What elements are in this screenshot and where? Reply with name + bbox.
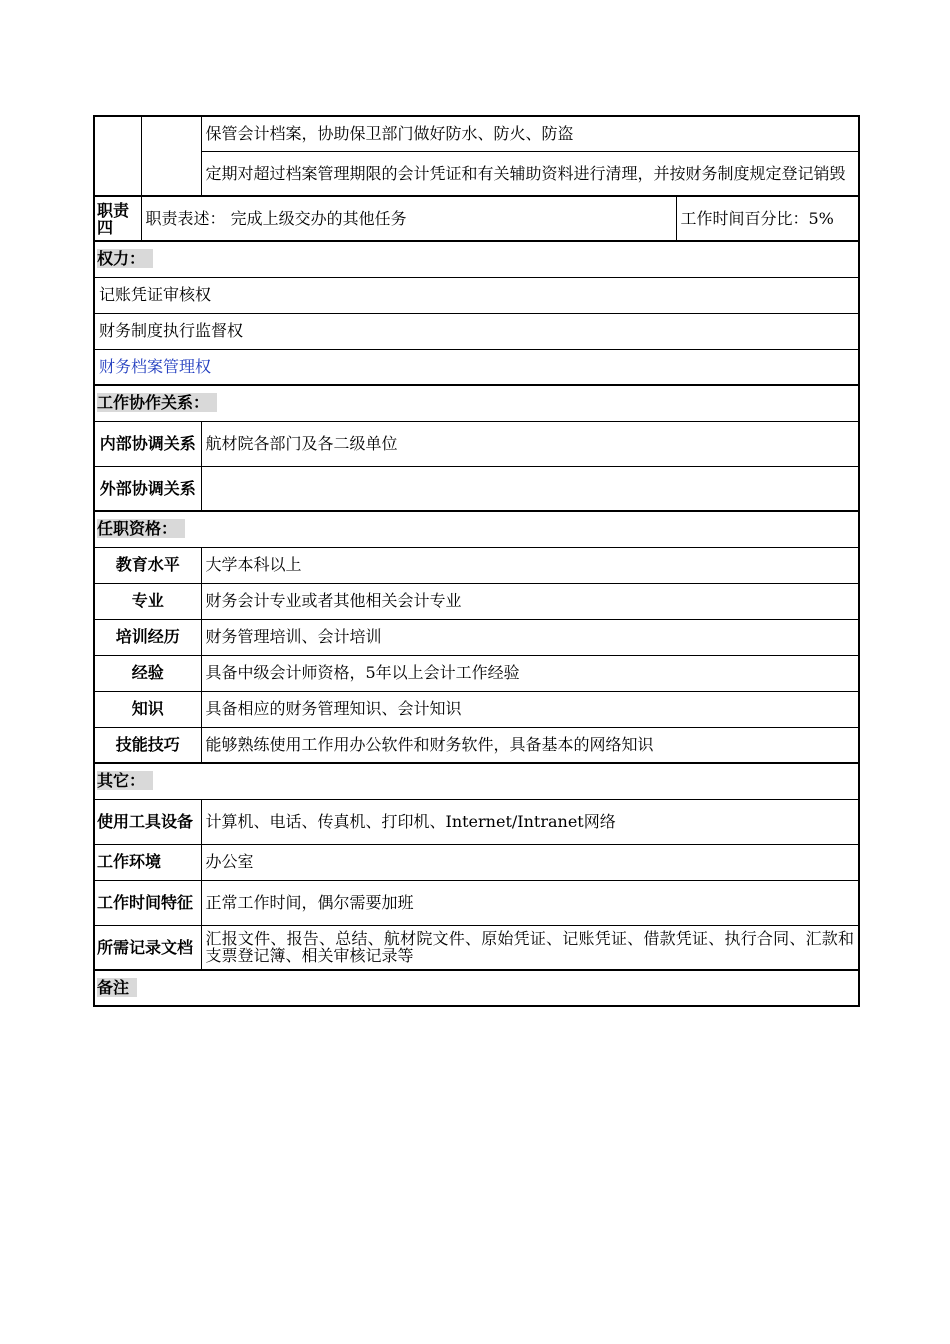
duty-item-row	[94, 151, 859, 196]
qualification-label: 经验	[94, 655, 201, 691]
authority-header-row	[94, 241, 859, 277]
other-row	[94, 880, 859, 925]
cooperation-external-row	[94, 466, 859, 511]
other-value: 汇报文件、报告、总结、航材院文件、原始凭证、记账凭证、借款凭证、执行合同、汇款和支票登记簿、相关审核记录等	[201, 925, 859, 970]
other-label: 使用工具设备	[94, 799, 201, 844]
authority-item: 记账凭证审核权	[94, 277, 859, 313]
duty-item: 定期对超过档案管理期限的会计凭证和有关辅助资料进行清理，并按财务制度规定登记销毁	[201, 151, 859, 196]
other-row	[94, 844, 859, 880]
other-label: 工作环境	[94, 844, 201, 880]
qualification-value: 具备相应的财务管理知识、会计知识	[201, 691, 859, 727]
internal-label: 内部协调关系	[94, 421, 201, 466]
authority-title: 权力：	[97, 249, 153, 268]
qualification-value: 财务会计专业或者其他相关会计专业	[201, 583, 859, 619]
qualification-value: 财务管理培训、会计培训	[201, 619, 859, 655]
remarks-row	[94, 970, 859, 1006]
qualification-label: 知识	[94, 691, 201, 727]
job-description-table	[93, 115, 860, 1007]
qualification-row	[94, 619, 859, 655]
duty4-desc: 职责表述： 完成上级交办的其他任务	[141, 196, 676, 241]
duty4-percent: 工作时间百分比：5%	[676, 196, 859, 241]
blank-cell	[94, 116, 141, 196]
qualification-value: 能够熟练使用工作用办公软件和财务软件，具备基本的网络知识	[201, 727, 859, 763]
qualification-label: 技能技巧	[94, 727, 201, 763]
qualification-label: 专业	[94, 583, 201, 619]
other-value: 计算机、电话、传真机、打印机、Internet/Intranet网络	[201, 799, 859, 844]
internal-value: 航材院各部门及各二级单位	[201, 421, 859, 466]
authority-item: 财务制度执行监督权	[94, 313, 859, 349]
blank-cell	[141, 116, 201, 196]
external-value	[201, 466, 859, 511]
qualification-row	[94, 547, 859, 583]
cooperation-title: 工作协作关系：	[97, 393, 217, 412]
other-label: 所需记录文档	[94, 925, 201, 970]
external-label: 外部协调关系	[94, 466, 201, 511]
qualification-row	[94, 655, 859, 691]
duty-item: 保管会计档案，协助保卫部门做好防水、防火、防盗	[201, 116, 859, 151]
other-row	[94, 925, 859, 970]
other-title: 其它：	[97, 771, 153, 790]
duty-item-row	[94, 116, 859, 151]
authority-row	[94, 313, 859, 349]
qualification-row	[94, 583, 859, 619]
authority-row	[94, 277, 859, 313]
qualification-label: 教育水平	[94, 547, 201, 583]
qualification-row	[94, 691, 859, 727]
other-label: 工作时间特征	[94, 880, 201, 925]
qualification-header-row	[94, 511, 859, 547]
qualification-row	[94, 727, 859, 763]
other-header-row	[94, 763, 859, 799]
qualification-title: 任职资格：	[97, 519, 185, 538]
qualification-value: 大学本科以上	[201, 547, 859, 583]
qualification-value: 具备中级会计师资格，5年以上会计工作经验	[201, 655, 859, 691]
other-row	[94, 799, 859, 844]
cooperation-header-row	[94, 385, 859, 421]
authority-row	[94, 349, 859, 385]
other-value: 正常工作时间，偶尔需要加班	[201, 880, 859, 925]
cooperation-internal-row	[94, 421, 859, 466]
other-value: 办公室	[201, 844, 859, 880]
duty4-row	[94, 196, 859, 241]
remarks-title: 备注	[97, 978, 137, 997]
qualification-label: 培训经历	[94, 619, 201, 655]
authority-item: 财务档案管理权	[94, 349, 859, 385]
duty4-label: 职责四	[94, 196, 141, 241]
